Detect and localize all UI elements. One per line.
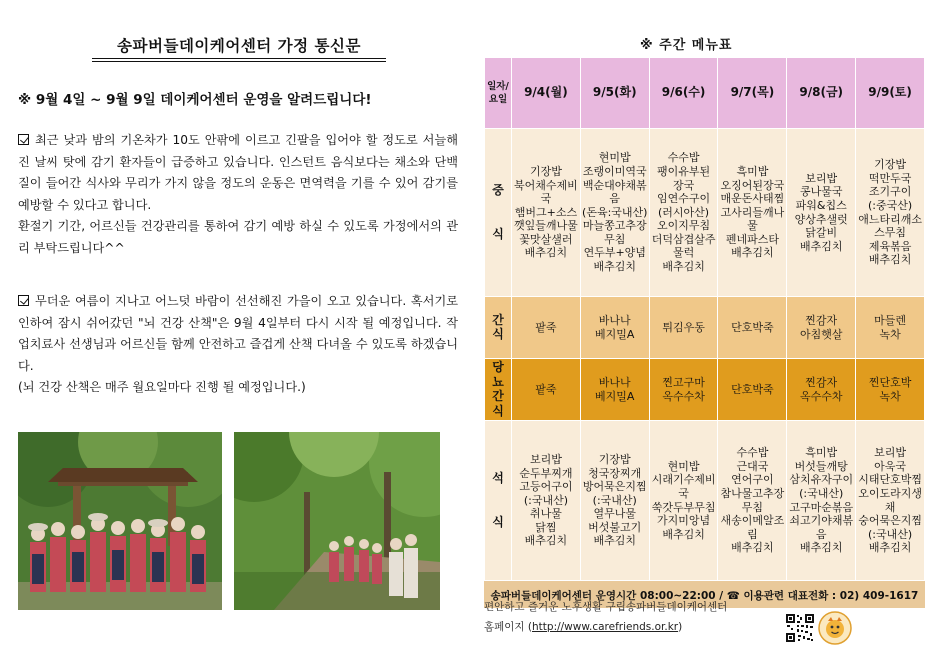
row-label: 중 식 [492,183,504,241]
menu-cell: 흑미밥 오징어된장국 매운돈사태찜 고사리들깨나 물 펜네파스타 배추김치 [718,129,787,297]
menu-cell: 찐감자 아침햇살 [787,297,856,359]
menu-cell: 팥죽 [512,297,581,359]
menu-cell: 흑미밥 버섯들깨탕 삼치유자구이 (:국내산) 고구마순볶음 쇠고기야채볶 음 배추김치 [787,421,856,581]
para2-text-2: (뇌 건강 산책은 매주 월요일마다 진행 될 예정입니다.) [18,380,306,394]
day-header: 9/4(월) [512,58,581,129]
menu-title: ※ 주간 메뉴표 [640,38,733,53]
row-label: 석 식 [492,471,504,529]
group-photo-pavilion [18,432,222,610]
menu-cell: 수수밥 팽이유부된 장국 임연수구이 (러시아산) 오이지무침 더덕삼겹살주 물럭 배추김치 [649,129,718,297]
snack-row [485,297,925,359]
dinner-row-label [485,421,512,581]
checkbox-icon [18,295,29,306]
walk-photo-forest [234,432,440,610]
homepage-link[interactable]: http://www.carefriends.or.kr [532,621,679,633]
title-underline [92,58,386,59]
qr-code-icon [785,613,815,643]
homepage-close: ) [678,621,683,633]
diabetic-snack-row [485,359,925,421]
menu-cell: 현미밥 시래기수제비 국 쑥갓두부무침 가지미앙념 배추김치 [649,421,718,581]
homepage-line [484,619,682,634]
title-underline-2 [92,61,386,62]
menu-cell: 튀김우동 [649,297,718,359]
menu-cell: 단호박죽 [718,297,787,359]
weekly-menu-table [484,57,925,608]
para2-text-1: 무더운 여름이 지나고 어느덧 바람이 선선해진 가을이 오고 있습니다. 혹서기로 인하여 잠시 쉬어갔던 "뇌 건강 산책"은 9월 4일부터 다시 시작 될 예정입니다. 작업치료사 선생님과 어르신들 함께 안전하고 즐겁게 산책 다녀올 수 있도록 하겠습니다. [18,294,458,373]
notice-paragraph-walk [18,291,458,399]
notice-paragraph-walk-body [18,291,458,377]
dinner-row [485,421,925,581]
center-logo-icon [818,611,852,645]
menu-cell: 보리밥 콩나물국 파워&칩스 양상추샐럿 닭갈비 배추김치 [787,129,856,297]
menu-cell: 보리밥 순두부찌개 고등어구이 (:국내산) 취나물 닭찜 배추김치 [512,421,581,581]
slogan: 편안하고 즐거운 노후생활 구립송파버들데이케어센터 [484,601,728,613]
operating-hours: 송파버들데이케어센터 운영시간 08:00~22:00 / ☎ 이용관련 대표전화 : 02) 409-1617 [484,585,925,608]
menu-cell: 찐감자 옥수수차 [787,359,856,421]
day-header: 9/5(화) [580,58,649,129]
para1-text-2: 환절기 기간, 어르신들 건강관리를 통하여 감기 예방 하실 수 있도록 가정에서의 관리 부탁드립니다^^ [18,219,458,255]
menu-grid [484,57,925,581]
diabetic-row-label [485,359,512,421]
para1-text-1: 최근 낮과 밤의 기온차가 10도 안팎에 이르고 긴팔을 입어야 할 정도로 서늘해진 날씨 탓에 감기 환자들이 급증하고 있습니다. 인스턴트 음식보다는 채소와 단백질이 들어간 식사와 무리가 가지 않을 정도의 운동은 면역력을 기를 수 있어 감기를 예방할 수 있다고 합니다. [18,133,458,212]
checkbox-icon [18,134,29,145]
corner-label: 일자/ 요일 [485,58,512,129]
menu-cell: 수수밥 근대국 연어구이 참나물고추장 무침 새송이메알조 림 배추김치 [718,421,787,581]
menu-cell: 팥죽 [512,359,581,421]
menu-cell: 기장밥 떡만두국 조기구이 (:중국산) 애느타리깨소 스무침 제육볶음 배추김치 [856,129,925,297]
menu-cell: 보리밥 아욱국 시태단호박찜 오이도라지생 채 숭어묵은지찜 (:국내산) 배추김치 [856,421,925,581]
row-label: 간 식 [492,312,504,342]
notice-paragraph-cold [18,130,458,259]
menu-cell: 단호박죽 [718,359,787,421]
menu-cell: 기장밥 북어채수제비 국 햄버그+소스 깻잎들깨나물 꽃맛살샐러 배추김치 [512,129,581,297]
day-header: 9/8(금) [787,58,856,129]
day-header: 9/7(목) [718,58,787,129]
menu-cell: 바나나 베지밀A [580,359,649,421]
menu-cell: 찐단호박 녹차 [856,359,925,421]
lunch-row [485,129,925,297]
menu-cell: 현미밥 조랭이미역국 백순대야채볶 음 (돈육:국내산) 마늘쫑고추장 무침 연두부+양념 배추김치 [580,129,649,297]
snack-row-label [485,297,512,359]
menu-cell: 바나나 베지밀A [580,297,649,359]
lunch-row-label [485,129,512,297]
menu-cell: 찐고구마 옥수수차 [649,359,718,421]
day-header: 9/6(수) [649,58,718,129]
menu-cell: 기장밥 청국장찌개 방어묵은지찜 (:국내산) 열무나물 버섯불고기 배추김치 [580,421,649,581]
menu-header-row [485,58,925,129]
newsletter-left-column [12,0,462,665]
headline: ※ 9월 4일 ~ 9월 9일 데이케어센터 운영을 알려드립니다! [18,92,372,108]
page-title: 송파버들데이케어센터 가정 통신문 [117,37,361,55]
menu-cell: 마들렌 녹차 [856,297,925,359]
row-label: 당 뇨 간 식 [492,360,504,418]
day-header: 9/9(토) [856,58,925,129]
homepage-label: 홈페이지 ( [484,621,533,633]
notice-paragraph-cold-body [18,130,458,216]
